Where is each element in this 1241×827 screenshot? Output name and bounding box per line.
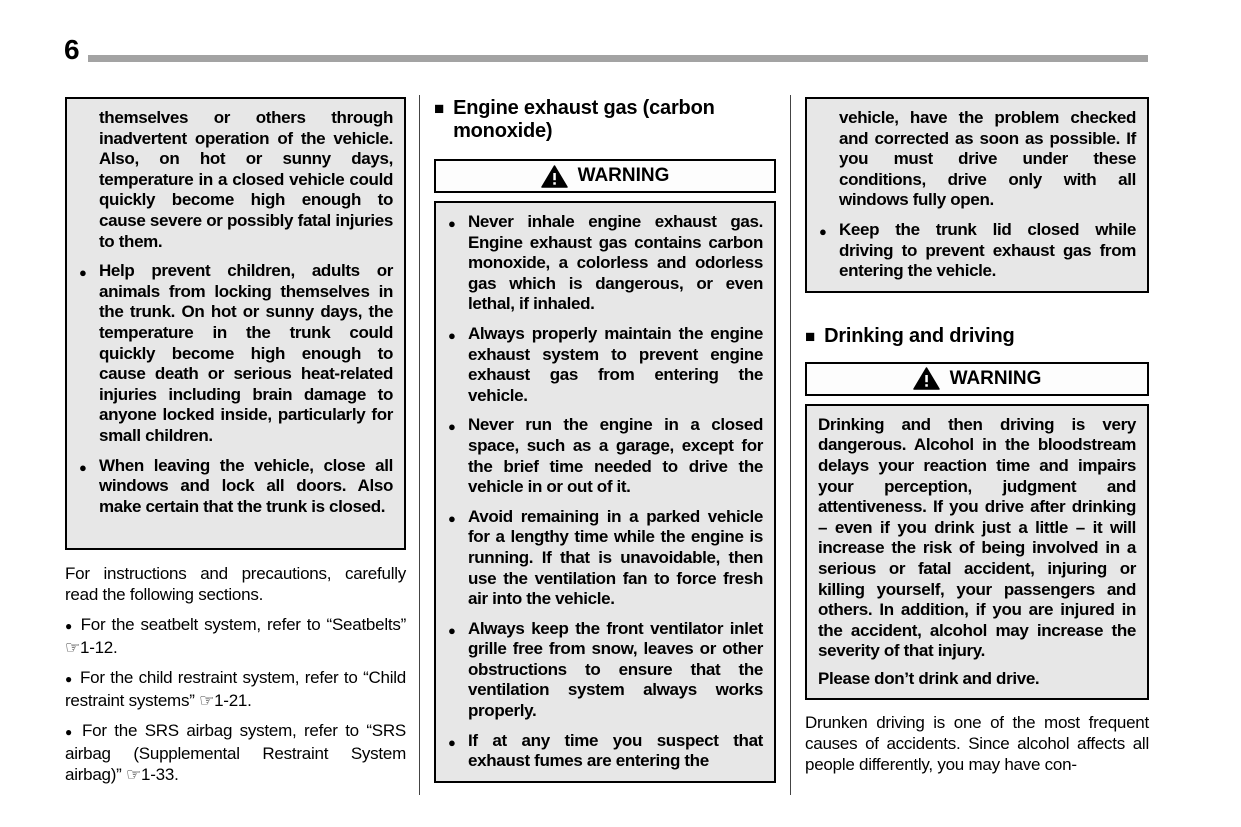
warning-box-exhaust-continued: [805, 97, 1149, 293]
section-marker-icon: ■: [805, 326, 816, 346]
warning-list-item: [447, 324, 763, 406]
page-number: 6: [64, 34, 80, 65]
section-marker-icon: ■: [434, 99, 445, 118]
warning-paragraph: Please don’t drink and drive.: [818, 668, 1040, 688]
caution-paragraph: [78, 108, 393, 252]
column-divider: [790, 95, 791, 795]
warning-text: Never inhale engine exhaust gas. Engine exhaust gas contains carbon monoxide, a colorless and odorless gas which is dangerous, or even lethal, if inhaled.: [468, 212, 763, 314]
bullet-icon: ●: [65, 672, 74, 686]
warning-label: WARNING: [949, 367, 1042, 389]
section-heading-drinking-driving: [805, 325, 1149, 348]
bullet-icon: ●: [65, 725, 76, 739]
section-heading-text: Drinking and driving: [824, 324, 1015, 347]
warning-box-exhaust: [434, 201, 776, 783]
bullet-icon: ●: [448, 510, 456, 526]
warning-text: Always keep the front ventilator inlet grille free from snow, leaves or other obstructions to ensure that the ventilation system always works properly.: [468, 618, 763, 721]
reference-item-seatbelts: [65, 614, 406, 658]
caution-box-children: [65, 97, 406, 550]
warning-text: Never run the engine in a closed space, such as a garage, except for the brief time needed to drive the vehicle in or out of it.: [468, 415, 763, 497]
reference-text: For the SRS airbag system, refer to “SRS airbag (Supplemental Restraint System airbag)” ☞1-33.: [65, 721, 407, 784]
bullet-icon: ●: [79, 265, 87, 281]
warning-label: WARNING: [577, 165, 670, 186]
warning-triangle-icon: [913, 367, 940, 390]
warning-text: Always properly maintain the engine exhaust system to prevent engine exhaust gas from entering the vehicle.: [468, 323, 763, 405]
bullet-icon: ●: [448, 216, 456, 231]
caution-list-item: [78, 261, 393, 446]
warning-header: [434, 159, 776, 193]
right-column: [805, 97, 1149, 775]
warning-list-item: [447, 619, 763, 722]
warning-text: vehicle, have the problem checked and corrected as soon as possible. If you must drive under these conditions, drive only with all windows fully open.: [839, 108, 1136, 210]
caution-text: When leaving the vehicle, close all windows and lock all doors. Also make certain that the trunk is closed.: [99, 455, 393, 516]
bullet-icon: ●: [448, 327, 456, 343]
section-heading-text: Engine exhaust gas (carbon monoxide): [453, 97, 715, 142]
bullet-icon: ●: [448, 419, 456, 435]
bullet-icon: ●: [819, 223, 827, 239]
column-divider: [419, 95, 420, 795]
warning-paragraph: [818, 108, 1136, 211]
bullet-icon: ●: [79, 459, 87, 475]
bullet-icon: ●: [448, 622, 456, 638]
warning-text: If at any time you suspect that exhaust fumes are entering the: [468, 730, 763, 771]
warning-box-drinking: [805, 404, 1149, 701]
intro-paragraph: For instructions and precautions, carefully read the following sections.: [65, 564, 406, 604]
warning-header: [805, 362, 1149, 396]
caution-text: Help prevent children, adults or animals from locking themselves in the trunk. On hot or sunny days, the temperature in the trunk could quickly become high enough to cause death or serious heat-related injuries including brain damage to anyone locked inside, particularly for small children.: [99, 261, 393, 445]
caution-text: themselves or others through inadvertent operation of the vehicle. Also, on hot or sunny days, temperature in a closed vehicle could quickly become high enough to cause severe or possibly fatal injuries to them.: [99, 108, 393, 251]
warning-paragraph: Drinking and then driving is very dangerous. Alcohol in the bloodstream delays your reaction time and impairs your perception, judgment and attentiveness. If you drive after drinking – even if you drink just a little – it will increase the risk of being involved in a serious or fatal accident, injuring or killing yourself, your passengers and others. In addition, if you are injured in the accident, alcohol may increase the severity of that injury.: [818, 414, 1136, 661]
warning-text: Keep the trunk lid closed while driving to prevent exhaust gas from entering the vehicle.: [839, 219, 1136, 281]
left-column: [65, 97, 406, 785]
section-heading-exhaust-gas: [434, 97, 776, 143]
caution-list-item: [78, 456, 393, 518]
reference-text: For the child restraint system, refer to “Child restraint systems” ☞1-21.: [65, 668, 406, 710]
middle-column: [434, 97, 776, 783]
reference-item-srs-airbag: [65, 720, 406, 785]
bullet-icon: ●: [448, 734, 456, 750]
warning-list-item: [447, 212, 763, 315]
warning-text: Avoid remaining in a parked vehicle for a lengthy time while the engine is running. If that is unavoidable, then use the ventilation fan to force fresh air into the vehicle.: [468, 506, 763, 609]
bullet-icon: ●: [65, 619, 74, 633]
warning-list-item: [447, 731, 763, 772]
warning-list-item: [818, 220, 1136, 282]
body-paragraph-drunken-driving: Drunken driving is one of the most frequent causes of accidents. Since alcohol affects all people differently, you may have con-: [805, 713, 1149, 775]
warning-list-item: [447, 415, 763, 497]
header-rule: [88, 55, 1148, 62]
reference-item-child-restraint: [65, 667, 406, 711]
warning-list-item: [447, 507, 763, 610]
reference-text: For the seatbelt system, refer to “Seatbelts” ☞1-12.: [65, 615, 406, 657]
warning-triangle-icon: [541, 165, 568, 188]
